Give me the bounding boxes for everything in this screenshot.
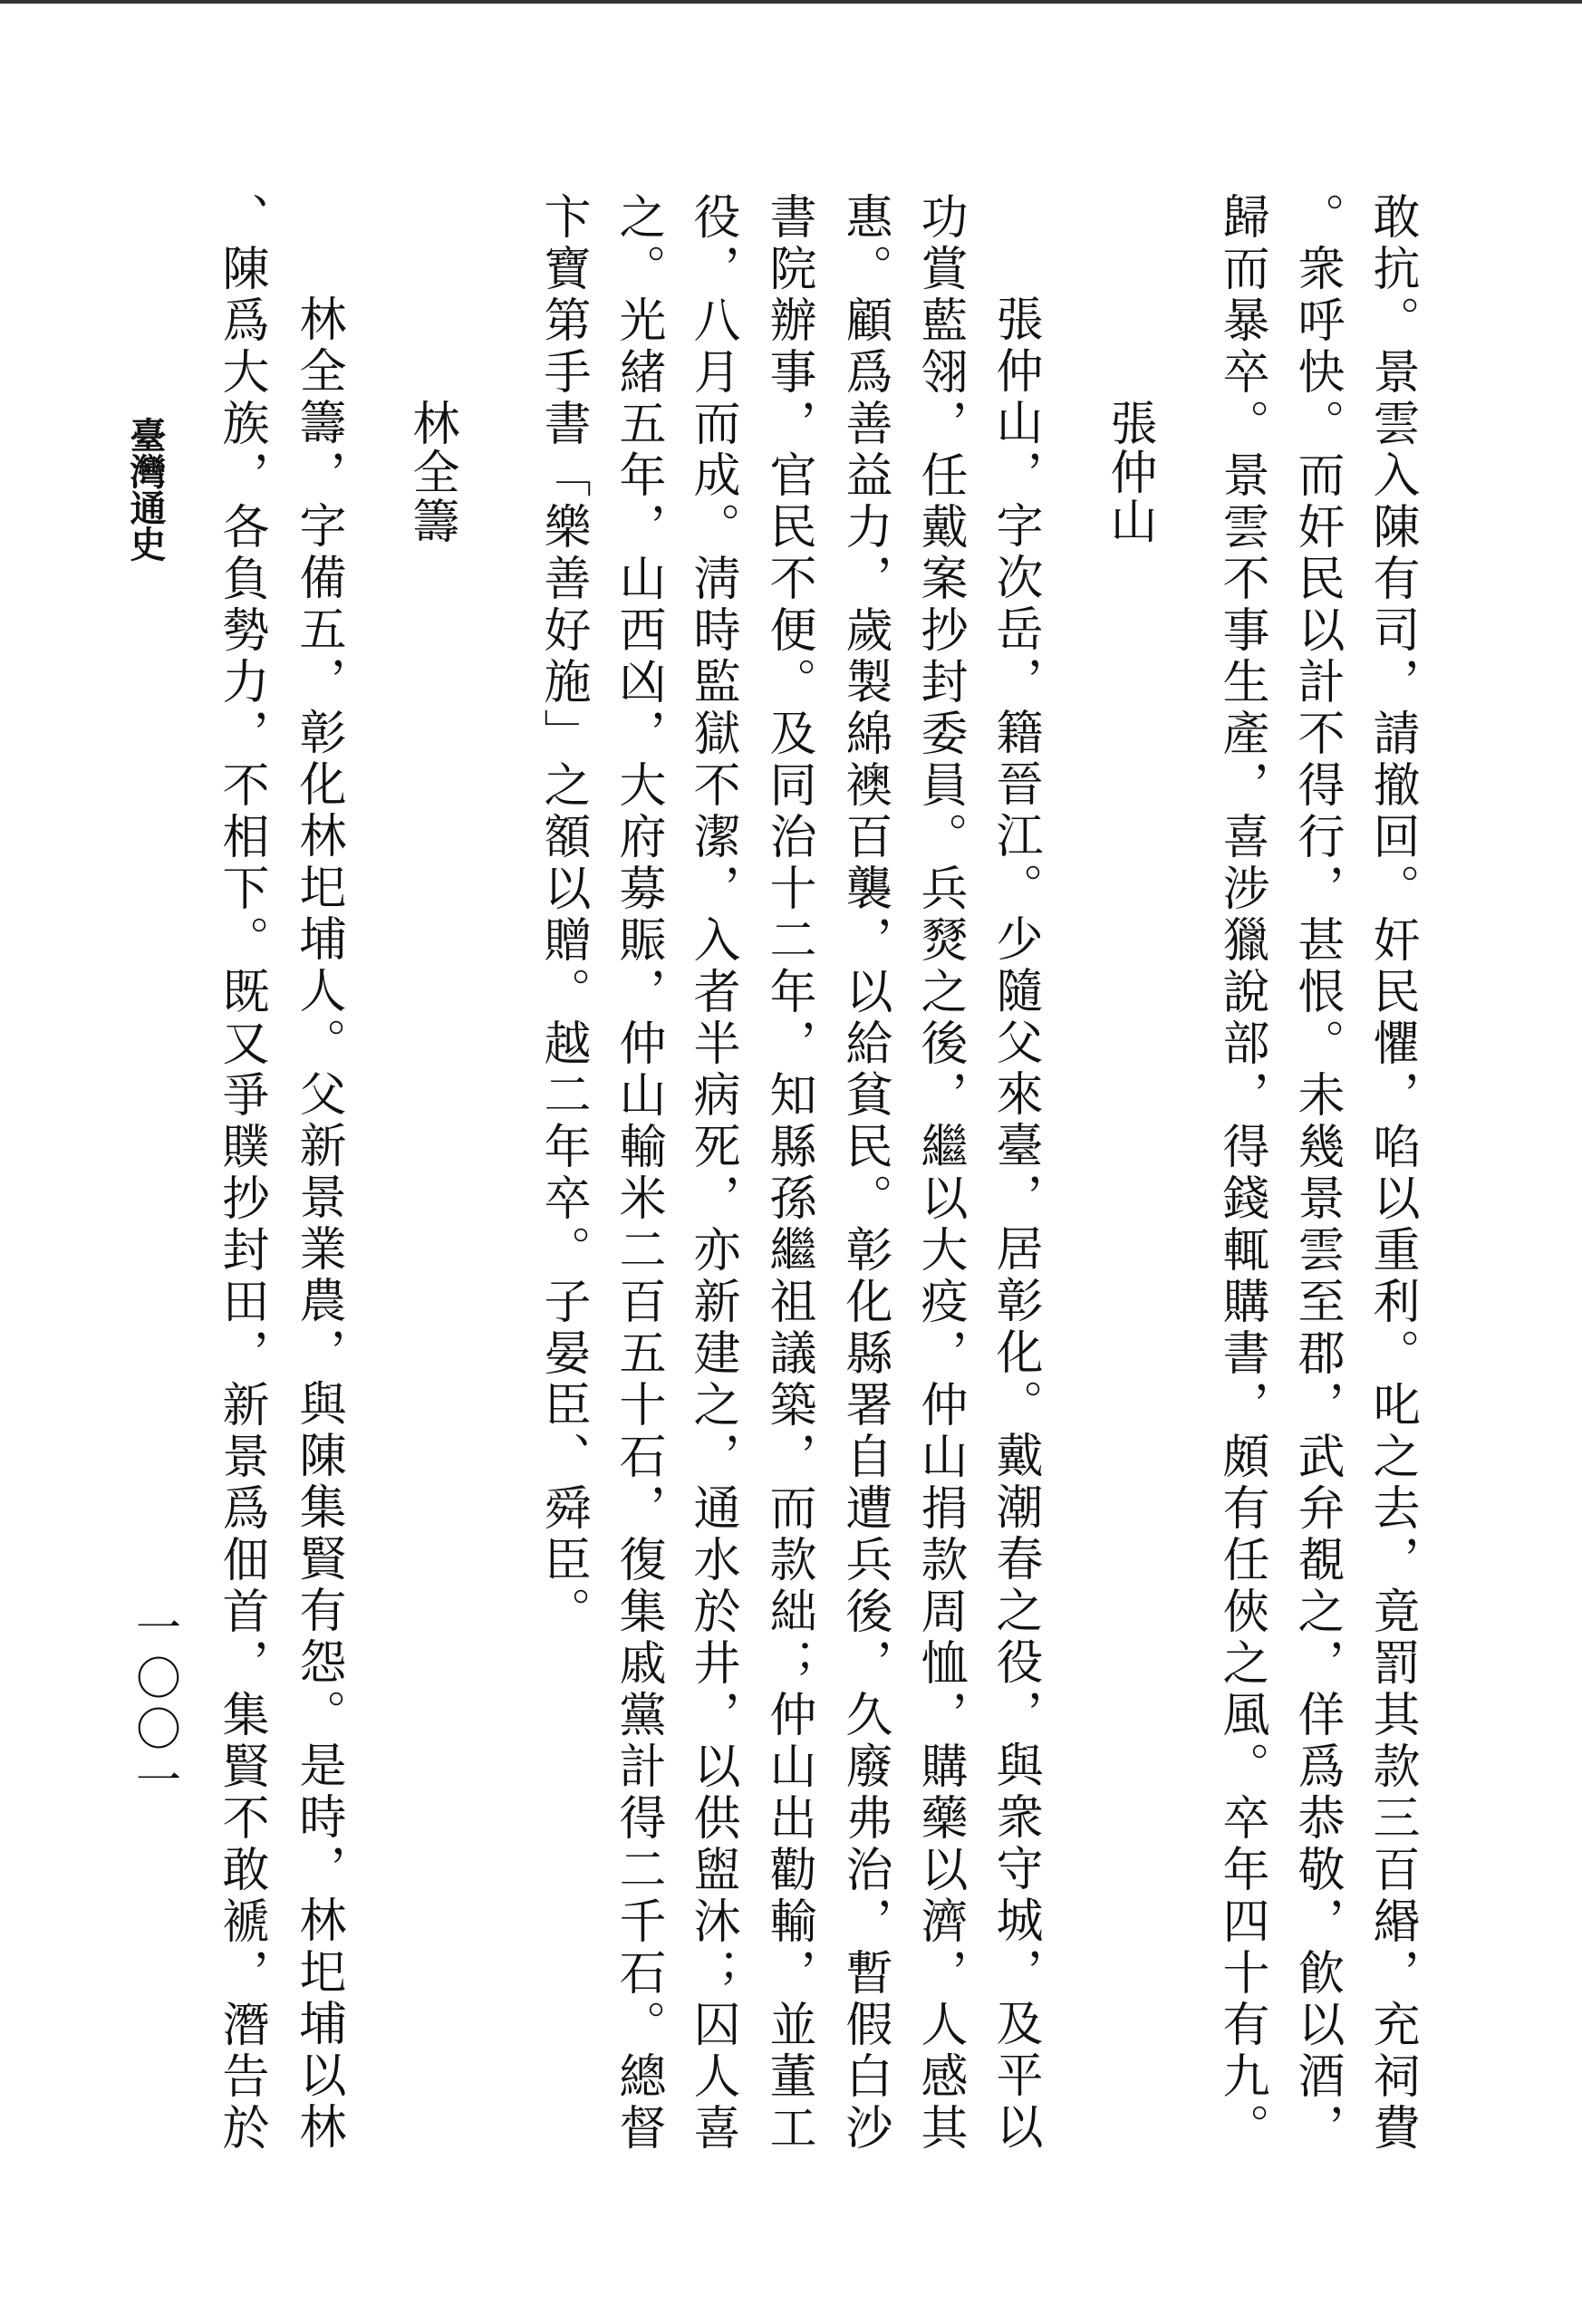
section-heading-lin-quanchou: 林全籌 [404, 399, 458, 545]
text-column-2: 。衆呼快。而奸民以計不得行，甚恨。未幾景雲至郡，武弁覩之，佯爲恭敬，飮以酒， [1289, 192, 1344, 2155]
text-column-11: 卞寶第手書「樂善好施」之額以贈。越二年卒。子晏臣、舜臣。 [535, 192, 590, 1638]
text-column-10: 之。光緒五年，山西凶，大府募賑，仲山輸米二百五十石，復集戚黨計得二千石。總督 [611, 192, 665, 2155]
page-number: 一〇〇一 [129, 1604, 181, 1807]
book-title: 臺灣通史 [124, 417, 167, 562]
text-column-8: 書院辦事，官民不便。及同治十二年，知縣孫繼祖議築，而款絀；仲山出勸輸，並董工 [761, 192, 815, 2155]
text-column-6: 功賞藍翎，任戴案抄封委員。兵燹之後，繼以大疫，仲山捐款周恤，購藥以濟，人感其 [912, 192, 967, 2155]
text-column-5: 張仲山，字次岳，籍晉江。少隨父來臺，居彰化。戴潮春之役，與衆守城，及平以 [988, 294, 1042, 2154]
text-column-14: 、陳爲大族，各負勢力，不相下。既又爭贌抄封田，新景爲佃首，集賢不敢褫，潛告於 [214, 192, 268, 2155]
top-border-rule [0, 0, 1582, 4]
text-column-3: 歸而暴卒。景雲不事生產，喜涉獵說部，得錢輒購書，頗有任俠之風。卒年四十有九。 [1214, 192, 1268, 2155]
text-column-1: 敢抗。景雲入陳有司，請撤回。奸民懼，啗以重利。叱之去，竟罰其款三百緡，充祠費 [1365, 192, 1419, 2155]
text-column-13: 林全籌，字備五，彰化林圯埔人。父新景業農，與陳集賢有怨。是時，林圯埔以林 [291, 294, 345, 2154]
section-heading-zhang-zhongshan: 張仲山 [1102, 399, 1156, 545]
text-column-7: 惠。顧爲善益力，歲製綿襖百襲，以給貧民。彰化縣署自遭兵後，久廢弗治，暫假白沙 [837, 192, 892, 2155]
text-column-9: 役，八月而成。淸時監獄不潔，入者半病死，亦新建之，通水於井，以供盥沐；囚人喜 [685, 192, 739, 2155]
